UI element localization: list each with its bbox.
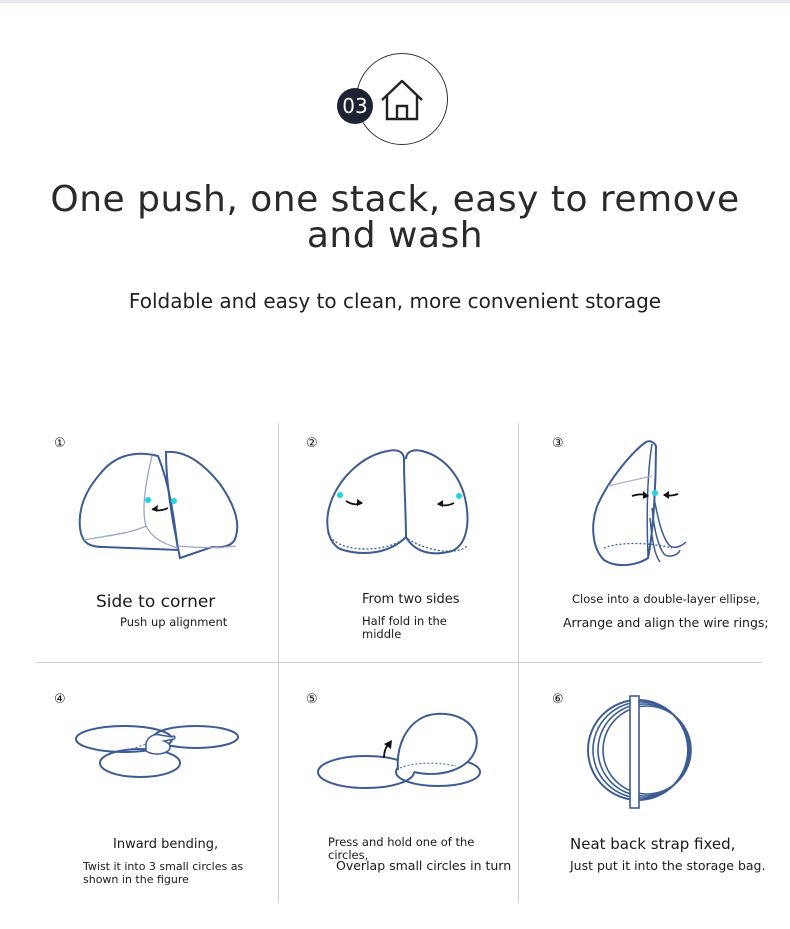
step-1-label: Side to corner [96, 592, 216, 612]
step-1-detail: Push up alignment [120, 615, 228, 629]
step-1-number: ① [54, 436, 66, 451]
step-1-illustration [74, 448, 244, 563]
step-number-badge: 03 [337, 88, 373, 124]
step-3-detail: Arrange and align the wire rings; [563, 615, 769, 630]
step-3-number: ③ [552, 436, 564, 451]
step-4-number: ④ [54, 692, 66, 707]
step-2-detail: Half fold in the middle [362, 614, 447, 641]
page-subtitle: Foldable and easy to clean, more convenient storage [128, 289, 662, 313]
grid-divider [278, 423, 279, 903]
grid-divider [36, 662, 762, 663]
step-2-illustration [320, 445, 480, 565]
step-5-number: ⑤ [306, 692, 318, 707]
step-5-detail: Overlap small circles in turn [336, 858, 512, 873]
grid-divider [518, 423, 519, 903]
step-6-illustration [580, 690, 700, 810]
page-title: One push, one stack, easy to remove and wash [50, 179, 740, 256]
step-6-number: ⑥ [552, 692, 564, 707]
step-5-illustration [314, 706, 484, 798]
step-5-label: Press and hold one of the circles, [328, 835, 475, 862]
step-4-detail: Twist it into 3 small circles as shown in the figure [83, 860, 244, 886]
step-2-number: ② [306, 436, 318, 451]
step-3-illustration [588, 438, 692, 570]
step-2-label: From two sides [362, 592, 460, 607]
step-6-detail: Just put it into the storage bag. [570, 858, 766, 873]
section-badge [336, 52, 452, 152]
step-4-label: Inward bending, [113, 837, 219, 852]
step-4-illustration [72, 715, 244, 785]
top-bar [0, 0, 790, 3]
step-3-label: Close into a double-layer ellipse, [572, 592, 760, 606]
step-6-label: Neat back strap fixed, [570, 835, 736, 853]
home-icon [379, 78, 425, 122]
